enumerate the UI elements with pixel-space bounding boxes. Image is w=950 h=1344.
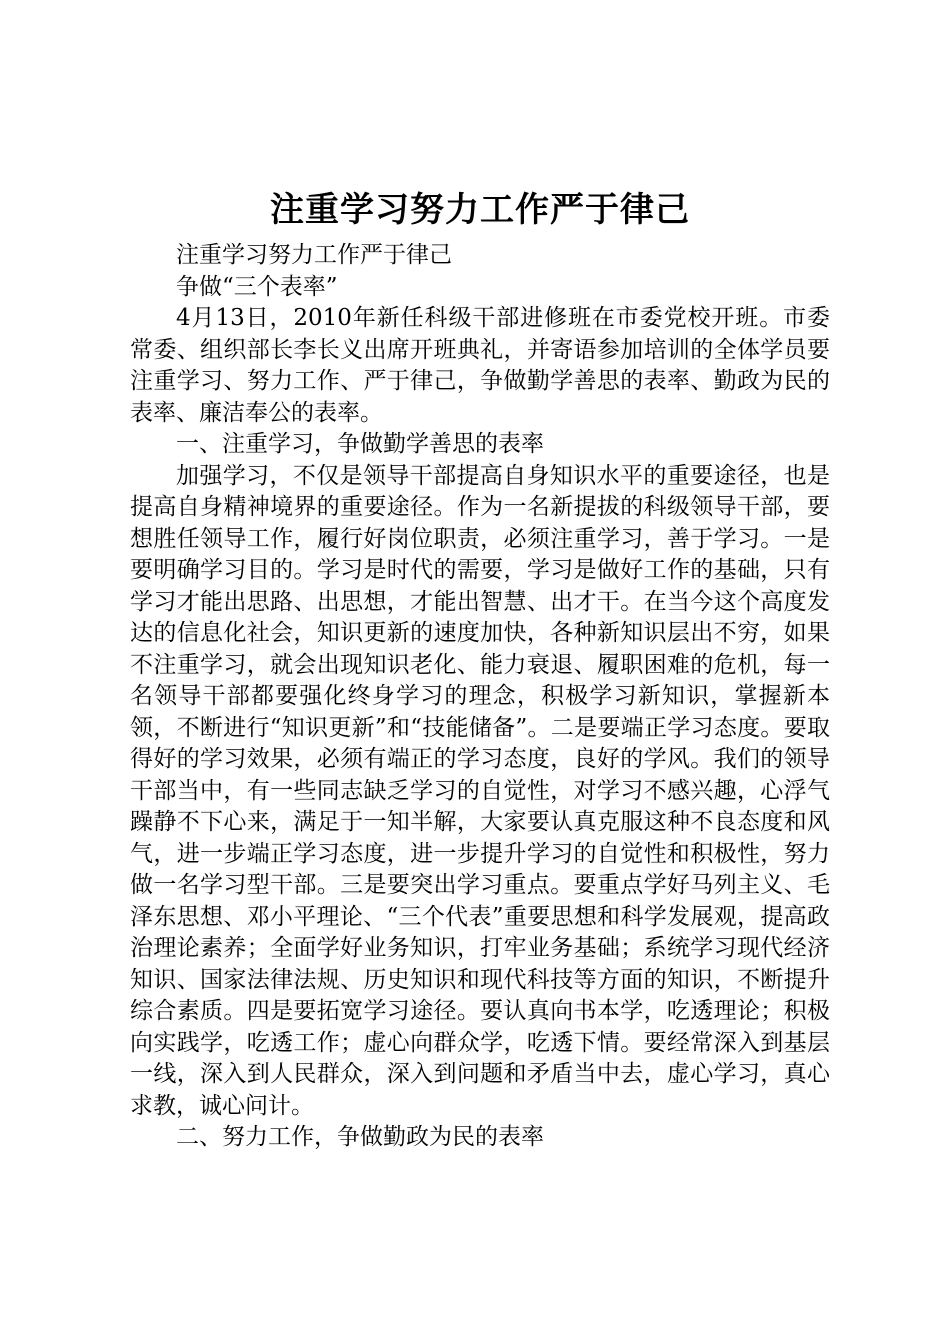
document-title: 注重学习努力工作严于律己 [270,190,690,230]
document-page [130,188,830,1154]
section-heading-2: 二、努力工作，争做勤政为民的表率 [176,1124,544,1150]
section-heading-1: 一、注重学习，争做勤学善思的表率 [176,431,544,457]
paragraph-slogan: 争做“三个表率” [176,273,338,300]
paragraph-body-1: 加强学习，不仅是领导干部提高自身知识水平的重要途径，也是提高自身精神境界的重要途径。作为一名新提拔的科级领导干部，要想胜任领导工作，履行好岗位职责，必须注重学习，善于学习。一是要明确学习目的。学习是时代的需要，学习是做好工作的基础，只有学习才能出思路、出思想，才能出智慧、出才干。在当今这个高度发达的信息化社会，知识更新的速度加快，各种新知识层出不穷，如果不注重学习，就会出现知识老化、能力衰退、履职困难的危机，每一名领导干部都要强化终身学习的理念，积极学习新知识，掌握新本领，不断进行“知识更新”和“技能储备”。二是要端正学习态度。要取得好的学习效果，必须有端正的学习态度，良好的学风。我们的领导干部当中，有一些同志缺乏学习的自觉性，对学习不感兴趣，心浮气躁静不下心来，满足于一知半解，大家要认真克服这种不良态度和风气，进一步端正学习态度，进一步提升学习的自觉性和积极性，努力做一名学习型干部。三是要突出学习重点。要重点学好马列主义、毛泽东思想、邓小平理论、“三个代表”重要思想和科学发展观，提高政治理论素养；全面学好业务知识，打牢业务基础；系统学习现代经济知识、国家法律法规、历史知识和现代科技等方面的知识，不断提升综合素质。四是要拓宽学习途径。要认真向书本学，吃透理论；积极向实践学，吃透工作；虚心向群众学，吃透下情。要经常深入到基层一线，深入到人民群众，深入到问题和矛盾当中去，虚心学习，真心求教，诚心问计。 [130,462,830,1119]
paragraph-subtitle: 注重学习努力工作严于律己 [176,242,452,268]
paragraph-intro: 4月13日，2010年新任科级干部进修班在市委党校开班。市委常委、组织部长李长义出席开班典礼，并寄语参加培训的全体学员要注重学习、努力工作、严于律己，争做勤学善思的表率、勤政为民的表率、廉洁奉公的表率。 [130,305,830,426]
